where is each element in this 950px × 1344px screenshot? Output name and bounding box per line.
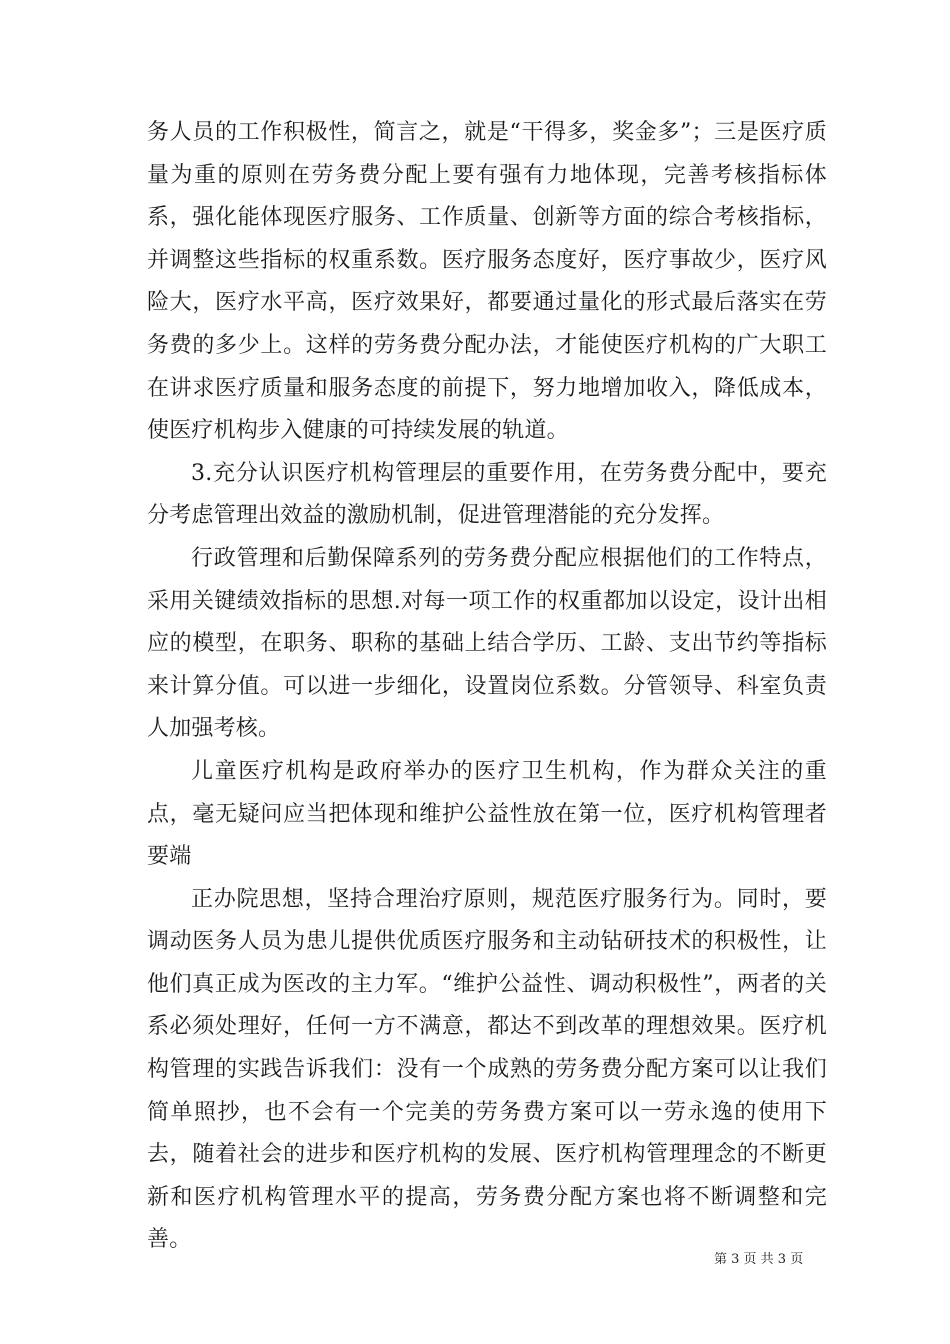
paragraph-management-role: 3.充分认识医疗机构管理层的重要作用，在劳务费分配中，要充分考虑管理出效益的激励机制，促进管理潜能的充分发挥。 [147, 460, 827, 529]
paragraph-admin-logistics: 行政管理和后勤保障系列的劳务费分配应根据他们的工作特点，采用关键绩效指标的思想.对每一项工作的权重都加以设定，设计出相应的模型，在职务、职称的基础上结合学历、工龄、支出节约等指标来计算分值。可以进一步细化，设置岗位系数。分管领导、科室负责人加强考核。 [147, 545, 827, 742]
document-body [147, 112, 827, 1262]
paragraph-childrens-hospital: 儿童医疗机构是政府举办的医疗卫生机构，作为群众关注的重点，毫无疑问应当把体现和维护公益性放在第一位，医疗机构管理者要端 [147, 758, 827, 870]
paragraph-conclusion: 正办院思想，坚持合理治疗原则，规范医疗服务行为。同时，要调动医务人员为患儿提供优质医疗服务和主动钻研技术的积极性，让他们真正成为医改的主力军。“维护公益性、调动积极性”，两者的关系必须处理好，任何一方不满意，都达不到改革的理想效果。医疗机构管理的实践告诉我们：没有一个成熟的劳务费分配方案可以让我们简单照抄，也不会有一个完美的劳务费方案可以一劳永逸的使用下去，随着社会的进步和医疗机构的发展、医疗机构管理理念的不断更新和医疗机构管理水平的提高，劳务费分配方案也将不断调整和完善。 [147, 886, 827, 1253]
paragraph-continuation: 务人员的工作积极性，简言之，就是“干得多，奖金多”；三是医疗质量为重的原则在劳务费分配上要有强有力地体现，完善考核指标体系，强化能体现医疗服务、工作质量、创新等方面的综合考核指标，并调整这些指标的权重系数。医疗服务态度好，医疗事故少，医疗风险大，医疗水平高，医疗效果好，都要通过量化的形式最后落实在劳务费的多少上。这样的劳务费分配办法，才能使医疗机构的广大职工在讲求医疗质量和服务态度的前提下，努力地增加收入，降低成本，使医疗机构步入健康的可持续发展的轨道。 [147, 120, 827, 444]
page-number-footer: 第 3 页 共 3 页 [714, 1252, 804, 1267]
